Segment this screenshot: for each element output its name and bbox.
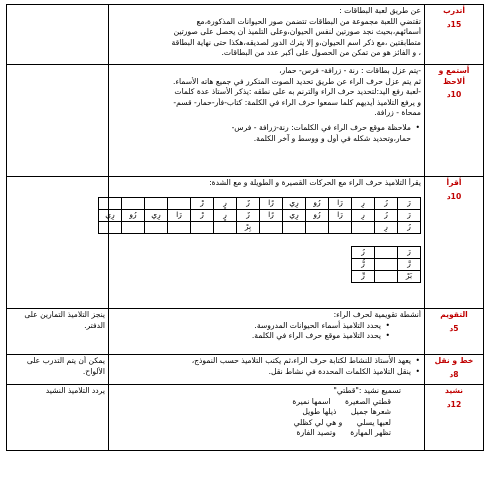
grid-cell (260, 221, 283, 233)
grid-cell: رَ (398, 209, 421, 221)
activity-line: ثم يتم عزل حرف الراء عن طريق تحديد الصوت المتكرر في جميع هاته الأسماء. (173, 76, 421, 86)
grid-row (352, 270, 421, 282)
grid-cell (168, 197, 191, 209)
grid-cell: رِ (352, 197, 375, 209)
activity-cell (109, 355, 425, 385)
grid-cell: بِرْ (237, 221, 260, 233)
activity-line: -لعبة رفع اليد:لتحديد حرف الراء والترنم به على نطقه :يذكر الأستاذ عدة كلمات (174, 87, 421, 97)
activity-line: ، و الفائز هو من تمكن من الحصول على أكبر عدد من البطاقات. (221, 48, 421, 58)
phase-time: 10د (446, 191, 462, 201)
grid-cell: رٌ (237, 197, 260, 209)
notes-line: الدفتر. (84, 320, 105, 330)
grid-cell: رَا (168, 209, 191, 221)
grid-cell: رٍ (214, 197, 237, 209)
activity-cell (109, 309, 425, 355)
phase-cell (425, 5, 484, 65)
grid-row (352, 246, 421, 258)
notes-line: يردد التلاميذ النشيد (45, 386, 105, 395)
grid-cell: رِي (145, 209, 168, 221)
phase-cell (425, 355, 484, 385)
row-read (7, 177, 484, 309)
notes-cell (7, 385, 109, 451)
phase-cell (425, 177, 484, 309)
letter-grid-small (351, 246, 421, 283)
song-verse: لعبها يسلي و هي لي كظلي (293, 417, 391, 427)
letter-grid (98, 197, 421, 234)
phase-title: خط و نقل (434, 356, 474, 365)
grid-cell (122, 221, 145, 233)
grid-cell: رُ (375, 197, 398, 209)
phase-title: أستمع و ألاحظ (438, 66, 470, 86)
grid-cell: رُ (352, 246, 375, 258)
song-verse: شعرها جميل ذيلها طويل (302, 407, 391, 417)
grid-cell: رَ (398, 197, 421, 209)
grid-row (99, 209, 421, 221)
grid-cell: رِ (375, 221, 398, 233)
grid-row (99, 221, 421, 233)
activity-cell (105, 177, 425, 309)
phase-time: 15د (446, 19, 462, 29)
grid-cell: رِي (283, 197, 306, 209)
bullet-item: • ملاحظة موقع حرف الراء في الكلمات: رنة-زرافة - فرس- (112, 123, 421, 134)
activity-line: تسميع نشيد :"قطتي" (333, 386, 401, 395)
phase-cell (425, 385, 484, 451)
grid-cell: رَّ (398, 258, 421, 270)
phase-title: أتدرب (443, 6, 465, 15)
activity-cell (109, 385, 425, 451)
phase-time: 8د (449, 369, 459, 379)
grid-cell: رِّ (352, 270, 375, 282)
grid-cell: رُ (375, 209, 398, 221)
grid-row (352, 258, 421, 270)
activity-line: أنشطة تقويمية لحرف الراء: (333, 310, 421, 319)
grid-cell (352, 221, 375, 233)
activity-line: عن طريق لعبة البطاقات : (339, 6, 421, 15)
grid-cell: رُو (306, 209, 329, 221)
grid-cell: رًا (260, 209, 283, 221)
phase-time: 5د (449, 323, 459, 333)
activity-line: -يتم عزل بطاقات : رنة - زرافة- فرس- حمار، (279, 66, 421, 75)
row-listen-observe (7, 65, 484, 177)
row-assessment (7, 309, 484, 355)
grid-cell (191, 221, 214, 233)
activity-line: يقرأ التلاميذ حرف الراء مع الحركات القصيرة و الطويلة و مع الشدة: (209, 178, 421, 187)
phase-cell (425, 309, 484, 355)
activity-cell (109, 5, 425, 65)
grid-cell (283, 221, 306, 233)
activity-line: أسمائهم،بحيث نجد صورتين لنفس الحيوان،وعلى التلميذ أن يحصل على صورتين (173, 27, 421, 37)
phase-time: 12د (446, 399, 462, 409)
grid-cell (145, 197, 168, 209)
grid-cell (375, 246, 398, 258)
activity-line: متطابقتين ،مع ذكر اسم الحيوان،و إلا يترك الدور لصديقه،هكذا حتى نهاية البطاقة (171, 37, 421, 47)
song-verse: قطتي الصغيرة اسمها نميرة (292, 396, 391, 406)
grid-cell: رٌ (237, 209, 260, 221)
grid-cell (375, 258, 398, 270)
grid-cell: رَا (329, 209, 352, 221)
grid-cell: رُو (306, 197, 329, 209)
grid-cell (329, 221, 352, 233)
notes-cell (7, 355, 109, 385)
grid-cell: رْ (191, 197, 214, 209)
notes-cell (7, 177, 109, 309)
grid-cell (214, 221, 237, 233)
grid-cell: رٍ (214, 209, 237, 221)
grid-cell: رِي (99, 209, 122, 221)
grid-cell: رُ (398, 221, 421, 233)
notes-line: الألواح. (82, 366, 105, 376)
grid-cell: رًا (260, 197, 283, 209)
activity-line: ممحاة - زرافة. (374, 108, 421, 118)
row-practice (7, 5, 484, 65)
notes-cell (7, 309, 109, 355)
notes-line: ينجز التلاميذ التمارين على (24, 310, 105, 319)
bullet-continuation: حمار،وتحديد شكله في أول و ووسط و آخر الكلمة. (253, 133, 411, 143)
activity-line: و يرفع التلاميذ أيديهم كلما سمعوا حرف الراء في الكلمة: كتاب-فأر-حمار- قسم- (173, 97, 421, 107)
phase-cell (425, 65, 484, 177)
activity-cell (109, 65, 425, 177)
grid-cell: رُّ (352, 258, 375, 270)
notes-cell (7, 5, 109, 65)
grid-row (99, 197, 421, 209)
grid-cell (375, 270, 398, 282)
activity-line: تقتضي اللعبة مجموعة من البطاقات تتضمن صور الحيوانات المذكورة،مع (196, 16, 421, 26)
grid-cell: رَ (398, 246, 421, 258)
bullet-item: • ينقل التلاميذ الكلمات المحددة في نشاط نقل. (112, 367, 421, 378)
grid-cell (145, 221, 168, 233)
phase-time: 10د (446, 90, 462, 100)
grid-cell: رَا (329, 197, 352, 209)
bullet-item: • يحدد التلاميذ أسماء الحيوانات المدروسة. (112, 321, 391, 332)
lesson-plan-table (6, 4, 484, 451)
notes-line: يمكن أن يتم التدرب على (26, 356, 105, 365)
phase-title: نشيد (444, 386, 464, 395)
grid-cell: رِ (352, 209, 375, 221)
phase-title: التقويم (440, 310, 468, 319)
phase-title: أقرأ (446, 178, 462, 187)
grid-cell (306, 221, 329, 233)
bullet-item: • يعهد الأستاذ للنشاط لكتابة حرف الراء،ثم يكتب التلاميذ حسب النموذج، (112, 356, 421, 367)
row-song (7, 385, 484, 451)
grid-cell: رْ (191, 209, 214, 221)
grid-cell: بَرْ (398, 270, 421, 282)
song-verse: تظهر المهارة وتصيد الفارة (296, 428, 391, 438)
grid-cell (122, 197, 145, 209)
row-writing-copy (7, 355, 484, 385)
notes-cell (7, 65, 109, 177)
grid-cell: رُو (122, 209, 145, 221)
grid-cell: رِي (283, 209, 306, 221)
bullet-item: • يحدد التلاميذ موقع حرف الراء في الكلمة. (112, 331, 391, 342)
grid-cell (168, 221, 191, 233)
